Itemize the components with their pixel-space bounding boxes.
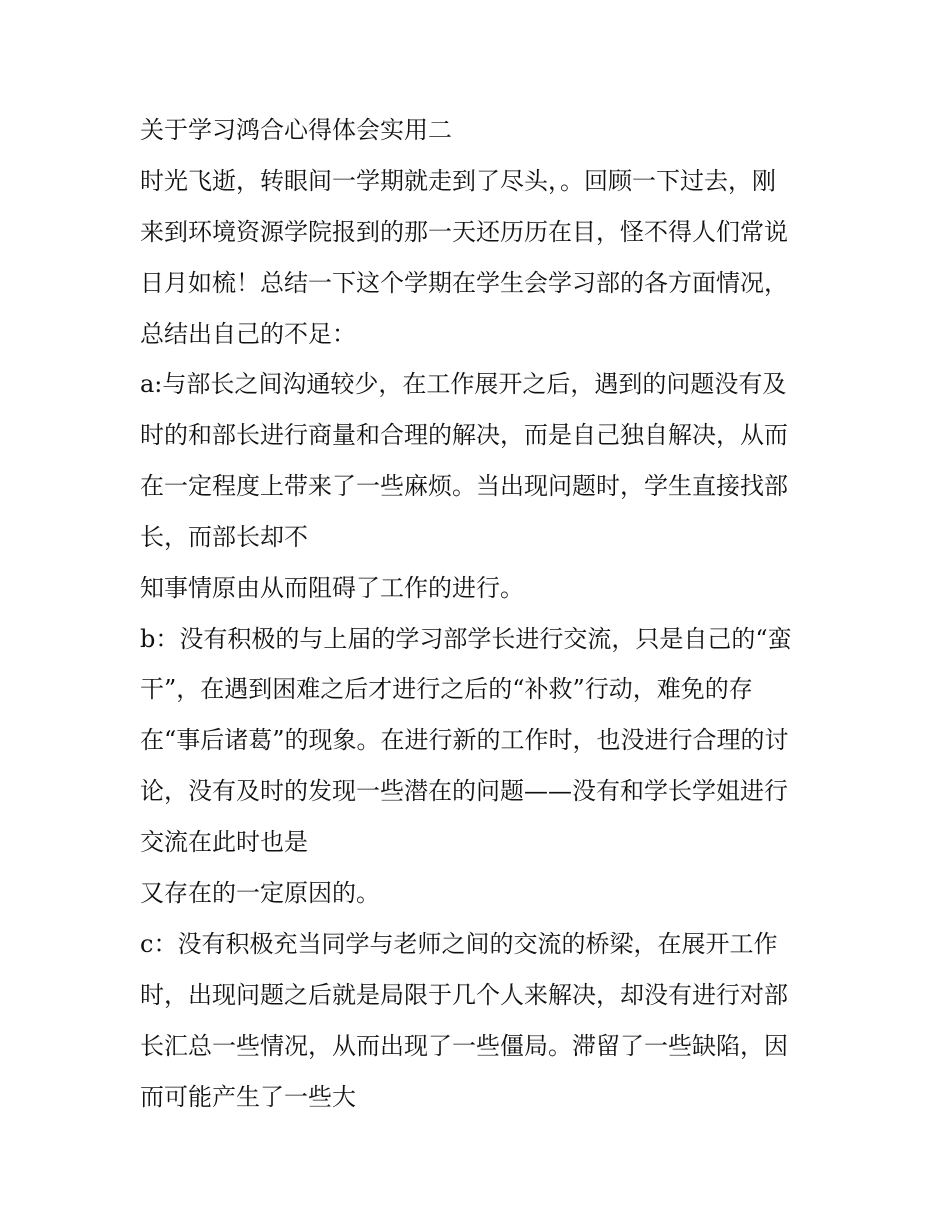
text-line: 长，而部长却不 xyxy=(140,523,308,551)
text-line: b：没有积极的与上届的学习部学长进行交流，只是自己的“蛮 xyxy=(140,625,792,653)
text-line: 论，没有及时的发现一些潜在的问题——没有和学长学姐进行 xyxy=(140,777,788,805)
document-title: 关于学习鸿合心得体会实用二 xyxy=(140,116,452,144)
text-line: 交流在此时也是 xyxy=(140,828,308,856)
text-line: 又存在的一定原因的。 xyxy=(140,879,380,907)
text-line: 干”，在遇到困难之后才进行之后的“补救”行动，难免的存 xyxy=(140,675,753,703)
text-line: 总结出自己的不足： xyxy=(140,320,356,348)
text-line: 在一定程度上带来了一些麻烦。当出现问题时，学生直接找部 xyxy=(140,472,788,500)
text-line: 知事情原由从而阻碍了工作的进行。 xyxy=(140,574,524,602)
text-line: 日月如梳！总结一下这个学期在学生会学习部的各方面情况， xyxy=(140,269,788,297)
text-line: 时光飞逝，转眼间一学期就走到了尽头，。回顾一下过去，刚 xyxy=(140,167,776,195)
text-line: 在“事后诸葛”的现象。在进行新的工作时，也没进行合理的讨 xyxy=(140,726,789,754)
text-line: c：没有积极充当同学与老师之间的交流的桥梁，在展开工作 xyxy=(140,930,778,958)
text-line: a:与部长之间沟通较少，在工作展开之后，遇到的问题没有及 xyxy=(140,370,787,398)
text-line: 而可能产生了一些大 xyxy=(140,1083,356,1111)
text-line: 时的和部长进行商量和合理的解决，而是自己独自解决，从而 xyxy=(140,421,788,449)
text-line: 时，出现问题之后就是局限于几个人来解决，却没有进行对部 xyxy=(140,981,788,1009)
text-line: 来到环境资源学院报到的那一天还历历在目，怪不得人们常说 xyxy=(140,218,788,246)
text-line: 长汇总一些情况，从而出现了一些僵局。滞留了一些缺陷，因 xyxy=(140,1032,788,1060)
